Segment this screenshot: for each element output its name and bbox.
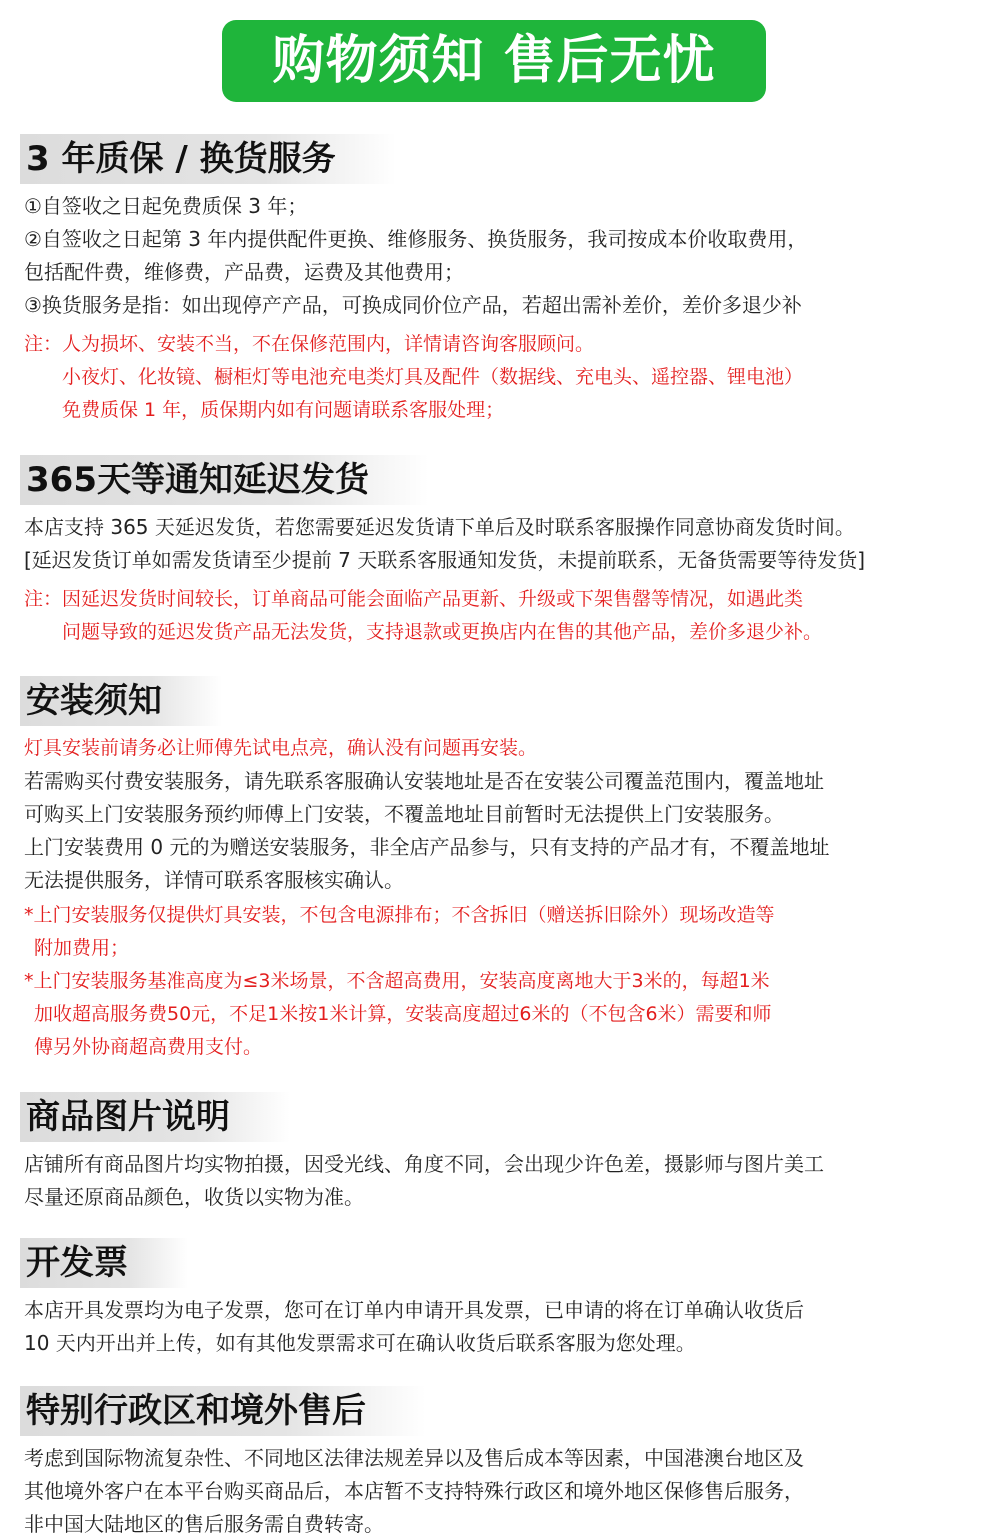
text-line: 店铺所有商品图片均实物拍摄，因受光线、角度不同，会出现少许色差，摄影师与图片美工 <box>24 1152 824 1176</box>
section-title: 安装须知 <box>20 676 222 726</box>
note-line: 附加费用； <box>34 937 130 959</box>
text-line: 本店开具发票均为电子发票，您可在订单内申请开具发票，已申请的将在订单确认收货后 <box>24 1298 804 1322</box>
note-line: *上门安装服务基准高度为≤3米场景，不含超高费用，安装高度离地大于3米的，每超1米 <box>24 970 770 992</box>
note-line: 傅另外协商超高费用支付。 <box>34 1036 263 1058</box>
note-line: 注：人为损坏、安装不当，不在保修范围内，详情请咨询客服顾问。 <box>24 333 595 355</box>
text-line: 尽量还原商品颜色，收货以实物为准。 <box>24 1185 364 1209</box>
text-line: 10 天内开出并上传，如有其他发票需求可在确认收货后联系客服为您处理。 <box>24 1331 696 1355</box>
section-title: 365天等通知延迟发货 <box>20 455 429 505</box>
section-title: 开发票 <box>20 1238 188 1288</box>
note-line: *上门安装服务仅提供灯具安装，不包含电源排布；不含拆旧（赠送拆旧除外）现场改造等 <box>24 904 775 926</box>
note-line: 加收超高服务费50元，不足1米按1米计算，安装高度超过6米的（不包含6米）需要和师 <box>34 1003 772 1025</box>
section-title: 3 年质保 / 换货服务 <box>20 134 396 184</box>
text-line: 本店支持 365 天延迟发货，若您需要延迟发货请下单后及时联系客服操作同意协商发货时间。 <box>24 515 855 539</box>
section-invoice <box>20 1238 970 1360</box>
install-warning: 灯具安装前请务必让师傅先试电点亮，确认没有问题再安装。 <box>24 737 538 759</box>
note-line: 免费质保 1 年，质保期内如有问题请联系客服处理； <box>62 399 505 421</box>
text-line: [延迟发货订单如需发货请至少提前 7 天联系客服通知发货，未提前联系，无备货需要等待发货] <box>24 548 866 572</box>
text-line: ②自签收之日起第 3 年内提供配件更换、维修服务、换货服务，我司按成本价收取费用， <box>24 227 808 251</box>
section-installation <box>20 676 970 1064</box>
section-title: 特别行政区和境外售后 <box>20 1386 426 1436</box>
text-line: ①自签收之日起免费质保 3 年； <box>24 194 308 218</box>
text-line: 包括配件费，维修费，产品费，运费及其他费用； <box>24 260 464 284</box>
section-product-images <box>20 1092 970 1214</box>
text-line: ③换货服务是指：如出现停产产品，可换成同价位产品，若超出需补差价，差价多退少补 <box>24 293 802 317</box>
section-warranty <box>20 134 970 427</box>
text-line: 可购买上门安装服务预约师傅上门安装，不覆盖地址目前暂时无法提供上门安装服务。 <box>24 802 784 826</box>
section-delay-shipping <box>20 455 970 649</box>
text-line: 若需购买付费安装服务，请先联系客服确认安装地址是否在安装公司覆盖范围内，覆盖地址 <box>24 769 824 793</box>
text-line: 非中国大陆地区的售后服务需自费转寄。 <box>24 1512 384 1533</box>
text-line: 无法提供服务，详情可联系客服核实确认。 <box>24 868 404 892</box>
text-line: 上门安装费用 0 元的为赠送安装服务，非全店产品参与，只有支持的产品才有，不覆盖地址 <box>24 835 830 859</box>
section-overseas <box>20 1386 970 1533</box>
text-line: 考虑到国际物流复杂性、不同地区法律法规差异以及售后成本等因素，中国港澳台地区及 <box>24 1446 804 1470</box>
banner-title: 购物须知 售后无忧 <box>222 20 766 102</box>
note-line: 注：因延迟发货时间较长，订单商品可能会面临产品更新、升级或下架售罄等情况，如遇此类 <box>24 588 804 610</box>
note-line: 问题导致的延迟发货产品无法发货，支持退款或更换店内在售的其他产品，差价多退少补。 <box>62 621 823 643</box>
note-line: 小夜灯、化妆镜、橱柜灯等电池充电类灯具及配件（数据线、充电头、遥控器、锂电池） <box>62 366 804 388</box>
text-line: 其他境外客户在本平台购买商品后，本店暂不支持特殊行政区和境外地区保修售后服务， <box>24 1479 804 1503</box>
section-title: 商品图片说明 <box>20 1092 290 1142</box>
